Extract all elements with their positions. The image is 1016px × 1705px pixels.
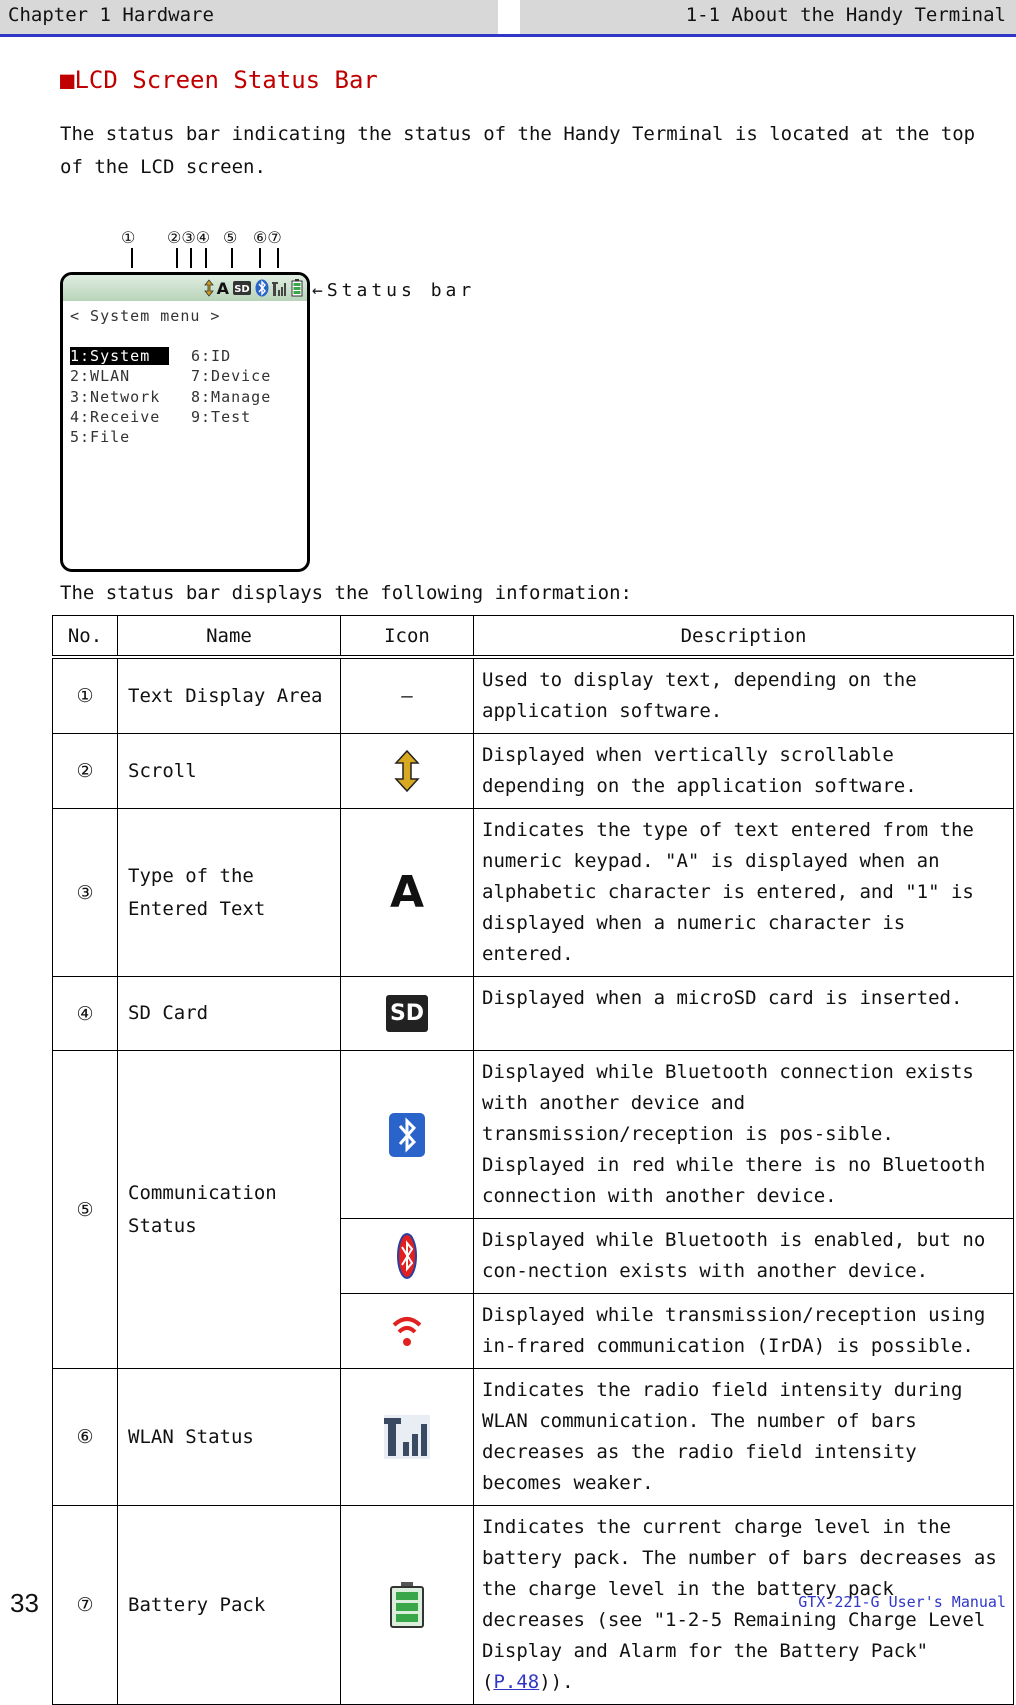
menu-item-selected[interactable]: 1:System — [70, 347, 169, 365]
page-header — [0, 0, 1016, 36]
row-number: ① — [53, 657, 118, 734]
menu-item[interactable]: 3:Network — [70, 388, 161, 406]
callout-tick — [190, 248, 192, 268]
infrared-icon — [391, 1314, 423, 1348]
lcd-screen — [60, 272, 310, 572]
icon-cell — [341, 809, 474, 977]
callout-tick — [277, 248, 279, 268]
table-row — [53, 809, 1014, 977]
section-label: 1-1 About the Handy Terminal — [685, 4, 1006, 26]
scroll-icon — [394, 749, 420, 793]
header-rule — [0, 34, 1016, 37]
row-number: ③ — [53, 809, 118, 977]
table-row — [53, 657, 1014, 734]
row-description: Indicates the type of text entered from the numeric keypad. "A" is displayed when an alphabetic character is entered, and "1" is displayed when a numeric character is entered. — [474, 809, 1014, 977]
callout-tick — [259, 248, 261, 268]
icon-cell — [341, 977, 474, 1051]
row-number: ④ — [53, 977, 118, 1051]
icon-cell — [341, 1506, 474, 1705]
col-description: Description — [474, 616, 1014, 658]
callout-tick — [205, 248, 207, 268]
bluetooth-enabled-icon — [397, 1232, 417, 1280]
menu-item[interactable]: 9:Test — [191, 408, 252, 426]
row-name: SD Card — [118, 977, 341, 1051]
alpha-icon: A — [389, 867, 425, 918]
icon-cell — [341, 734, 474, 809]
menu-item[interactable]: 6:ID — [191, 347, 232, 365]
row-name: WLAN Status — [118, 1369, 341, 1506]
icon-cell — [341, 1219, 474, 1294]
row-description: Displayed when a microSD card is inserted. — [474, 977, 1014, 1051]
row-number: ⑥ — [53, 1369, 118, 1506]
section-title: ■LCD Screen Status Bar — [60, 66, 378, 94]
row-description: Used to display text, depending on the application software. — [474, 657, 1014, 734]
svg-text:SD: SD — [234, 284, 250, 295]
callout-tick — [231, 248, 233, 268]
callout-2-3-4: ②③④ — [167, 228, 211, 247]
menu-row — [70, 388, 271, 406]
icon-cell — [341, 1294, 474, 1369]
battery-desc-text: Indicates the current charge level in the battery pack. The number of bars decreases as the charge level in the battery pack decreases (see "1-2-5 Remaining Charge Level Display and Alarm for the Battery Pack" ( — [482, 1516, 997, 1693]
table-row — [53, 1369, 1014, 1506]
col-no: No. — [53, 616, 118, 658]
alpha-icon: A — [216, 278, 229, 298]
icon-cell — [341, 1369, 474, 1506]
row-description: Displayed when vertically scrollable depending on the application software. — [474, 734, 1014, 809]
table-row — [53, 734, 1014, 809]
row-name: Communication Status — [118, 1051, 341, 1369]
page-link[interactable]: P.48 — [493, 1671, 540, 1693]
row-name: Battery Pack — [118, 1506, 341, 1705]
menu-row — [70, 367, 271, 385]
row-name: Type of the Entered Text — [118, 809, 341, 977]
icon-cell — [341, 1051, 474, 1219]
menu-item[interactable]: 4:Receive — [70, 408, 161, 426]
wlan-signal-icon — [383, 1414, 431, 1460]
battery-desc-suffix: )). — [539, 1671, 574, 1693]
table-row — [53, 977, 1014, 1051]
battery-icon — [291, 279, 303, 297]
menu-row — [70, 347, 231, 365]
menu-title: < System menu > — [70, 307, 221, 325]
table-row — [53, 1051, 1014, 1219]
callout-1: ① — [121, 228, 136, 247]
menu-row — [70, 408, 251, 426]
row-description: Displayed while Bluetooth is enabled, but no con-nection exists with another device. — [474, 1219, 1014, 1294]
bluetooth-connected-icon — [388, 1112, 426, 1158]
dash-cell: — — [341, 657, 474, 734]
row-description: Indicates the radio field intensity during WLAN communication. The number of bars decreases as the radio field intensity becomes weaker. — [474, 1369, 1014, 1506]
col-name: Name — [118, 616, 341, 658]
chapter-label: Chapter 1 Hardware — [8, 4, 214, 26]
callout-5: ⑤ — [223, 228, 238, 247]
lcd-status-bar — [63, 275, 307, 301]
bluetooth-icon — [255, 279, 269, 297]
sd-card-icon — [232, 280, 252, 296]
col-icon: Icon — [341, 616, 474, 658]
row-name: Text Display Area — [118, 657, 341, 734]
callout-6-7: ⑥⑦ — [253, 228, 282, 247]
menu-item[interactable]: 2:WLAN — [70, 367, 131, 385]
row-number: ⑤ — [53, 1051, 118, 1369]
row-name: Scroll — [118, 734, 341, 809]
row-number: ⑦ — [53, 1506, 118, 1705]
header-divider — [498, 0, 520, 34]
menu-item[interactable]: 7:Device — [191, 367, 272, 385]
scroll-icon — [204, 279, 214, 297]
sd-card-icon: SD — [386, 995, 428, 1032]
manual-title: GTX-221-G User's Manual — [798, 1593, 1006, 1611]
page-number: 33 — [10, 1588, 39, 1618]
row-description: Displayed while transmission/reception using in-frared communication (IrDA) is possible. — [474, 1294, 1014, 1369]
menu-row — [70, 428, 169, 446]
callout-tick — [176, 248, 178, 268]
status-bar-label: ←Status bar — [312, 280, 476, 301]
table-header-row — [53, 616, 1014, 658]
row-description: Displayed while Bluetooth connection exists with another device and transmission/reception is pos-sible. Displayed in red while there is no Bluetooth connection with another device. — [474, 1051, 1014, 1219]
intro-paragraph: The status bar indicating the status of the Handy Terminal is located at the top of the LCD screen. — [60, 123, 976, 178]
callout-tick — [131, 248, 133, 268]
menu-item[interactable]: 5:File — [70, 428, 131, 446]
battery-icon — [388, 1581, 426, 1629]
wlan-signal-icon — [272, 280, 288, 296]
row-number: ② — [53, 734, 118, 809]
table-intro: The status bar displays the following information: — [60, 582, 632, 604]
menu-item[interactable]: 8:Manage — [191, 388, 272, 406]
status-icon-table — [52, 615, 1014, 1705]
status-bar-callouts — [117, 228, 307, 268]
